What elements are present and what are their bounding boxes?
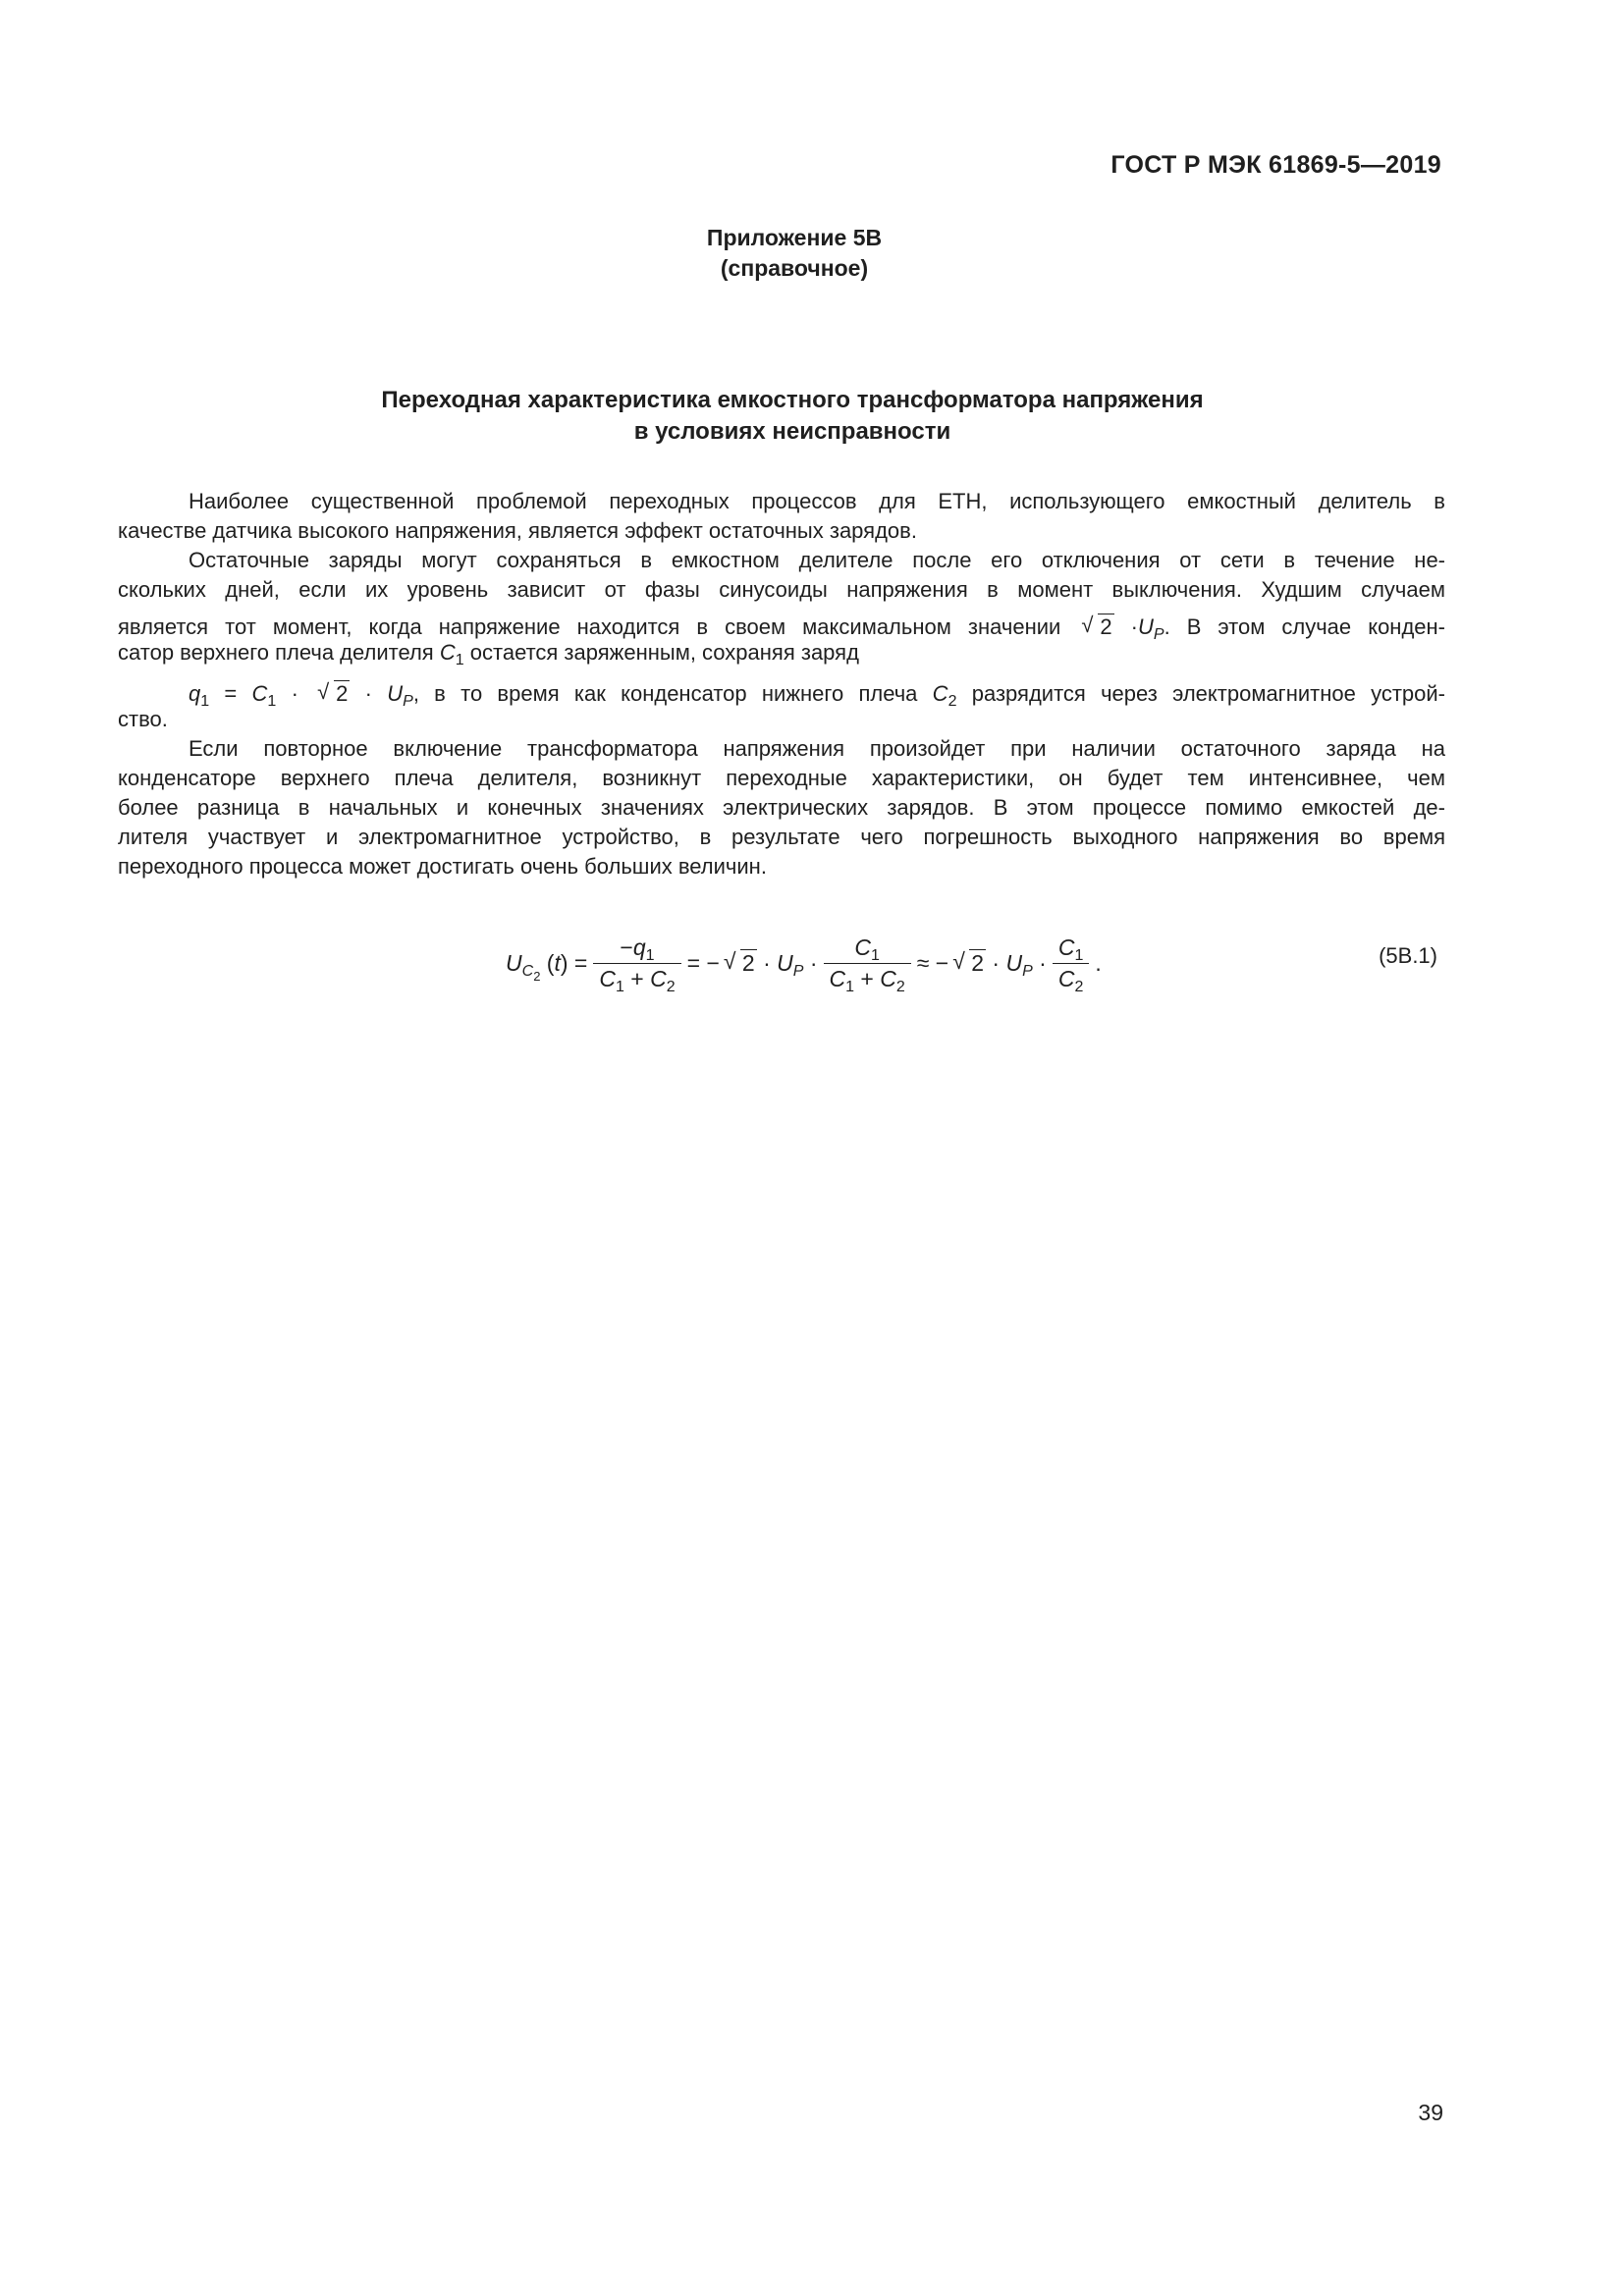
text-line: конденсаторе верхнего плеча делителя, возникнут переходные характеристики, он будет тем интенсивнее, чем xyxy=(118,766,1445,790)
text-line: ство. xyxy=(118,707,168,731)
text-line: лителя участвует и электромагнитное устройство, в результате чего погрешность выходного напряжения во время xyxy=(118,825,1445,849)
text-line: Наиболее существенной проблемой переходных процессов для ЕТН, использующего емкостный делитель в xyxy=(189,489,1445,513)
sqrt-expression: √ 2 xyxy=(1081,613,1112,639)
text-line: переходного процесса может достигать очень больших величин. xyxy=(118,854,767,879)
text-line: скольких дней, если их уровень зависит от фазы синусоиды напряжения в момент выключения. Худшим случаем xyxy=(118,577,1445,602)
body-text xyxy=(118,487,1445,881)
annex-label: Приложение 5В xyxy=(706,225,883,250)
paragraph-2 xyxy=(118,546,1445,667)
title-line-1: Переходная характеристика емкостного трансформатора напряжения xyxy=(381,387,1204,413)
paragraph-1 xyxy=(118,487,1445,546)
text-line-with-math: является тот момент, когда напряжение находится в своем максимальном значении √ $2 \cdot U_P$. В этом случае конден- xyxy=(118,613,1445,643)
text-line-with-math: сатор верхнего плеча делителя $C_1$ остается заряженным, сохраняя заряд xyxy=(118,640,859,668)
sqrt-expression: √ 2 xyxy=(952,947,985,976)
paragraph-4 xyxy=(118,734,1445,881)
title-line-2: в условиях неисправности xyxy=(633,418,951,445)
fraction: $\frac{C_1}{C_2}$ xyxy=(1053,934,1090,992)
text-line: Если повторное включение трансформатора напряжения произойдет при наличии остаточного заряда на xyxy=(189,736,1445,761)
equation-number: (5В.1) xyxy=(1379,943,1437,968)
annex-heading xyxy=(0,223,1624,284)
annex-status: (справочное) xyxy=(720,255,869,281)
page-number: 39 xyxy=(1418,2100,1443,2125)
sqrt-expression: √ 2 xyxy=(317,679,349,706)
standard-code: ГОСТ Р МЭК 61869-5—2019 xyxy=(1110,151,1441,179)
paragraph-3 xyxy=(118,679,1445,734)
fraction: $\frac{C_1}{C_1 + C_2}$ xyxy=(824,934,911,992)
section-title xyxy=(0,385,1624,448)
text-line: Остаточные заряды могут сохраняться в емкостном делителе после его отключения от сети в течение не- xyxy=(189,548,1445,572)
text-line: более разница в начальных и конечных значениях электрических зарядов. В этом процессе помимо емкостей де- xyxy=(118,795,1445,820)
text-line-with-math: $q_1 = C_1$ · √ $2 \cdot U_P$, в то время как конденсатор нижнего плеча $C_2$ разрядится через электромагнитное устрой- xyxy=(189,679,1446,710)
equation-5b1: $U_{C_2}$ (t) = $\frac{-q_1}{C_1 + C_2}$ = − √ $2 \cdot U_P$ · $\frac{C_1}{C_1 + C_2}$ ≈ − √ $2 \cdot U_P$ · $\frac{C_1}{C_2}$ . xyxy=(506,934,1102,995)
text-line: качестве датчика высокого напряжения, является эффект остаточных зарядов. xyxy=(118,518,917,543)
sqrt-expression: √ 2 xyxy=(723,947,755,976)
fraction: $\frac{-q_1}{C_1 + C_2}$ xyxy=(593,934,680,992)
